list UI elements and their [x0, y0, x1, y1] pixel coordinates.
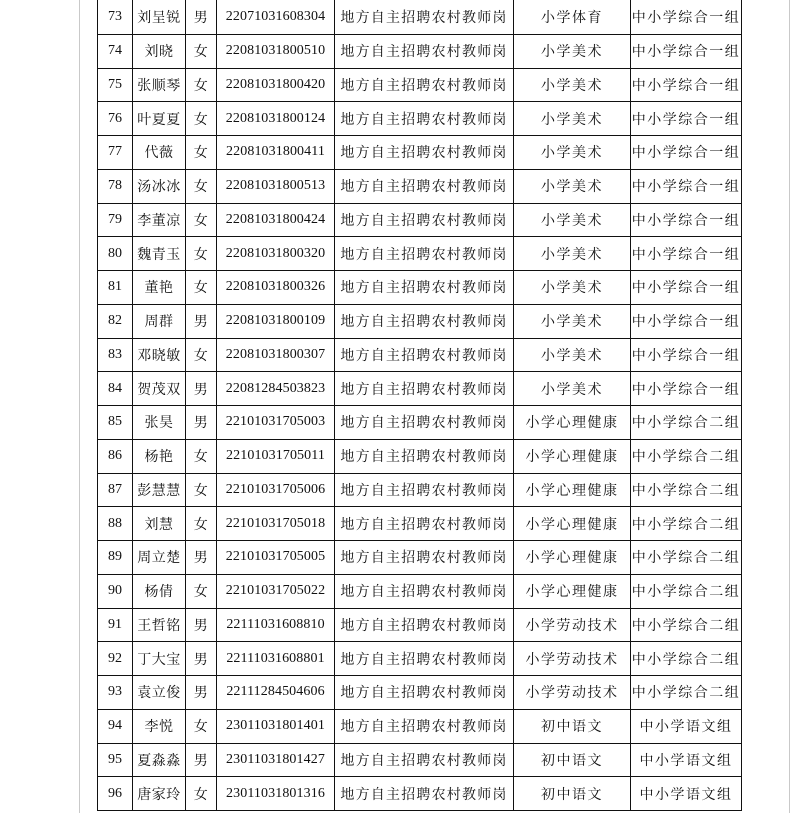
- subject-name: 小学体育: [514, 0, 631, 34]
- row-number: 88: [98, 507, 133, 541]
- position-name: 地方自主招聘农村教师岗: [335, 574, 514, 608]
- subject-name: 初中语文: [514, 709, 631, 743]
- subject-name: 小学美术: [514, 237, 631, 271]
- results-table-body: [98, 0, 742, 811]
- row-number: 73: [98, 0, 133, 34]
- table-row: [98, 169, 742, 203]
- exam-ticket-number: 22081031800411: [217, 136, 335, 170]
- exam-ticket-number: 22101031705005: [217, 541, 335, 575]
- candidate-gender: 女: [186, 777, 217, 811]
- position-name: 地方自主招聘农村教师岗: [335, 136, 514, 170]
- candidate-gender: 女: [186, 473, 217, 507]
- position-name: 地方自主招聘农村教师岗: [335, 406, 514, 440]
- candidate-name: 叶夏夏: [133, 102, 186, 136]
- candidate-name: 彭慧慧: [133, 473, 186, 507]
- candidate-gender: 女: [186, 709, 217, 743]
- subject-name: 小学美术: [514, 136, 631, 170]
- table-row: [98, 608, 742, 642]
- position-name: 地方自主招聘农村教师岗: [335, 541, 514, 575]
- candidate-gender: 男: [186, 541, 217, 575]
- exam-ticket-number: 22101031705011: [217, 439, 335, 473]
- table-row: [98, 406, 742, 440]
- candidate-gender: 女: [186, 574, 217, 608]
- exam-group: 中小学语文组: [631, 743, 742, 777]
- exam-group: 中小学综合一组: [631, 102, 742, 136]
- subject-name: 小学美术: [514, 102, 631, 136]
- position-name: 地方自主招聘农村教师岗: [335, 608, 514, 642]
- page-guide-left: [79, 0, 80, 813]
- candidate-name: 张昊: [133, 406, 186, 440]
- exam-group: 中小学综合一组: [631, 0, 742, 34]
- table-row: [98, 68, 742, 102]
- candidate-gender: 女: [186, 237, 217, 271]
- position-name: 地方自主招聘农村教师岗: [335, 473, 514, 507]
- exam-ticket-number: 23011031801427: [217, 743, 335, 777]
- position-name: 地方自主招聘农村教师岗: [335, 34, 514, 68]
- page-guide-right: [789, 0, 790, 813]
- exam-ticket-number: 22081031800420: [217, 68, 335, 102]
- row-number: 89: [98, 541, 133, 575]
- exam-group: 中小学综合一组: [631, 372, 742, 406]
- position-name: 地方自主招聘农村教师岗: [335, 777, 514, 811]
- candidate-name: 刘慧: [133, 507, 186, 541]
- exam-group: 中小学综合二组: [631, 676, 742, 710]
- candidate-gender: 女: [186, 136, 217, 170]
- candidate-gender: 男: [186, 642, 217, 676]
- row-number: 77: [98, 136, 133, 170]
- exam-ticket-number: 22111284504606: [217, 676, 335, 710]
- table-row: [98, 203, 742, 237]
- subject-name: 小学心理健康: [514, 574, 631, 608]
- table-row: [98, 136, 742, 170]
- subject-name: 小学美术: [514, 68, 631, 102]
- exam-ticket-number: 22081031800510: [217, 34, 335, 68]
- position-name: 地方自主招聘农村教师岗: [335, 709, 514, 743]
- exam-group: 中小学综合一组: [631, 338, 742, 372]
- subject-name: 小学劳动技术: [514, 642, 631, 676]
- subject-name: 小学美术: [514, 304, 631, 338]
- candidate-name: 杨倩: [133, 574, 186, 608]
- position-name: 地方自主招聘农村教师岗: [335, 203, 514, 237]
- table-row: [98, 574, 742, 608]
- candidate-gender: 女: [186, 68, 217, 102]
- exam-group: 中小学综合二组: [631, 574, 742, 608]
- row-number: 91: [98, 608, 133, 642]
- exam-group: 中小学综合一组: [631, 34, 742, 68]
- subject-name: 小学美术: [514, 34, 631, 68]
- candidate-name: 袁立俊: [133, 676, 186, 710]
- candidate-gender: 女: [186, 338, 217, 372]
- candidate-name: 董艳: [133, 271, 186, 305]
- row-number: 94: [98, 709, 133, 743]
- exam-ticket-number: 22071031608304: [217, 0, 335, 34]
- exam-group: 中小学综合二组: [631, 642, 742, 676]
- position-name: 地方自主招聘农村教师岗: [335, 237, 514, 271]
- exam-group: 中小学综合二组: [631, 473, 742, 507]
- candidate-gender: 男: [186, 743, 217, 777]
- exam-ticket-number: 22111031608810: [217, 608, 335, 642]
- exam-ticket-number: 22101031705003: [217, 406, 335, 440]
- candidate-name: 王哲铭: [133, 608, 186, 642]
- position-name: 地方自主招聘农村教师岗: [335, 642, 514, 676]
- table-row: [98, 338, 742, 372]
- exam-ticket-number: 22081031800124: [217, 102, 335, 136]
- row-number: 84: [98, 372, 133, 406]
- table-row: [98, 0, 742, 34]
- exam-group: 中小学语文组: [631, 777, 742, 811]
- subject-name: 小学美术: [514, 203, 631, 237]
- exam-group: 中小学语文组: [631, 709, 742, 743]
- candidate-gender: 男: [186, 676, 217, 710]
- candidate-name: 张顺琴: [133, 68, 186, 102]
- position-name: 地方自主招聘农村教师岗: [335, 0, 514, 34]
- row-number: 96: [98, 777, 133, 811]
- candidate-gender: 男: [186, 372, 217, 406]
- exam-ticket-number: 22101031705022: [217, 574, 335, 608]
- exam-group: 中小学综合一组: [631, 169, 742, 203]
- subject-name: 小学心理健康: [514, 406, 631, 440]
- position-name: 地方自主招聘农村教师岗: [335, 743, 514, 777]
- row-number: 85: [98, 406, 133, 440]
- exam-ticket-number: 22101031705006: [217, 473, 335, 507]
- table-row: [98, 507, 742, 541]
- candidate-name: 汤冰冰: [133, 169, 186, 203]
- exam-group: 中小学综合一组: [631, 271, 742, 305]
- position-name: 地方自主招聘农村教师岗: [335, 102, 514, 136]
- table-row: [98, 34, 742, 68]
- candidate-gender: 女: [186, 102, 217, 136]
- candidate-gender: 男: [186, 304, 217, 338]
- candidate-name: 刘呈锐: [133, 0, 186, 34]
- candidate-name: 李董凉: [133, 203, 186, 237]
- table-row: [98, 743, 742, 777]
- table-row: [98, 237, 742, 271]
- results-table: [97, 0, 742, 811]
- row-number: 83: [98, 338, 133, 372]
- candidate-gender: 女: [186, 271, 217, 305]
- row-number: 80: [98, 237, 133, 271]
- exam-group: 中小学综合一组: [631, 304, 742, 338]
- position-name: 地方自主招聘农村教师岗: [335, 372, 514, 406]
- row-number: 76: [98, 102, 133, 136]
- candidate-name: 邓晓敏: [133, 338, 186, 372]
- candidate-name: 夏淼淼: [133, 743, 186, 777]
- exam-group: 中小学综合一组: [631, 203, 742, 237]
- exam-group: 中小学综合二组: [631, 541, 742, 575]
- subject-name: 初中语文: [514, 777, 631, 811]
- exam-ticket-number: 23011031801401: [217, 709, 335, 743]
- row-number: 87: [98, 473, 133, 507]
- subject-name: 小学心理健康: [514, 541, 631, 575]
- table-row: [98, 642, 742, 676]
- subject-name: 小学美术: [514, 338, 631, 372]
- candidate-name: 丁大宝: [133, 642, 186, 676]
- exam-ticket-number: 22101031705018: [217, 507, 335, 541]
- table-row: [98, 271, 742, 305]
- table-row: [98, 304, 742, 338]
- position-name: 地方自主招聘农村教师岗: [335, 439, 514, 473]
- subject-name: 小学心理健康: [514, 473, 631, 507]
- table-row: [98, 439, 742, 473]
- exam-group: 中小学综合一组: [631, 68, 742, 102]
- exam-ticket-number: 22081031800320: [217, 237, 335, 271]
- exam-group: 中小学综合二组: [631, 608, 742, 642]
- subject-name: 小学心理健康: [514, 439, 631, 473]
- row-number: 74: [98, 34, 133, 68]
- candidate-gender: 女: [186, 34, 217, 68]
- position-name: 地方自主招聘农村教师岗: [335, 169, 514, 203]
- candidate-name: 代薇: [133, 136, 186, 170]
- row-number: 75: [98, 68, 133, 102]
- table-row: [98, 777, 742, 811]
- table-row: [98, 473, 742, 507]
- subject-name: 小学美术: [514, 372, 631, 406]
- candidate-name: 魏青玉: [133, 237, 186, 271]
- exam-group: 中小学综合二组: [631, 507, 742, 541]
- subject-name: 小学心理健康: [514, 507, 631, 541]
- table-row: [98, 372, 742, 406]
- subject-name: 小学劳动技术: [514, 676, 631, 710]
- candidate-name: 杨艳: [133, 439, 186, 473]
- exam-ticket-number: 22081031800307: [217, 338, 335, 372]
- candidate-gender: 女: [186, 203, 217, 237]
- candidate-gender: 男: [186, 0, 217, 34]
- position-name: 地方自主招聘农村教师岗: [335, 304, 514, 338]
- position-name: 地方自主招聘农村教师岗: [335, 676, 514, 710]
- candidate-name: 贺茂双: [133, 372, 186, 406]
- exam-ticket-number: 22081031800326: [217, 271, 335, 305]
- exam-ticket-number: 22081284503823: [217, 372, 335, 406]
- candidate-name: 唐家玲: [133, 777, 186, 811]
- candidate-name: 刘晓: [133, 34, 186, 68]
- exam-ticket-number: 22081031800109: [217, 304, 335, 338]
- exam-group: 中小学综合一组: [631, 136, 742, 170]
- position-name: 地方自主招聘农村教师岗: [335, 507, 514, 541]
- exam-group: 中小学综合二组: [631, 406, 742, 440]
- table-row: [98, 709, 742, 743]
- row-number: 82: [98, 304, 133, 338]
- candidate-gender: 男: [186, 406, 217, 440]
- position-name: 地方自主招聘农村教师岗: [335, 271, 514, 305]
- position-name: 地方自主招聘农村教师岗: [335, 338, 514, 372]
- position-name: 地方自主招聘农村教师岗: [335, 68, 514, 102]
- table-row: [98, 541, 742, 575]
- exam-ticket-number: 22111031608801: [217, 642, 335, 676]
- row-number: 81: [98, 271, 133, 305]
- subject-name: 小学美术: [514, 169, 631, 203]
- candidate-gender: 女: [186, 439, 217, 473]
- exam-group: 中小学综合一组: [631, 237, 742, 271]
- row-number: 79: [98, 203, 133, 237]
- row-number: 95: [98, 743, 133, 777]
- exam-ticket-number: 23011031801316: [217, 777, 335, 811]
- exam-ticket-number: 22081031800424: [217, 203, 335, 237]
- candidate-name: 周群: [133, 304, 186, 338]
- row-number: 93: [98, 676, 133, 710]
- subject-name: 小学劳动技术: [514, 608, 631, 642]
- table-row: [98, 676, 742, 710]
- candidate-name: 李悦: [133, 709, 186, 743]
- candidate-name: 周立楚: [133, 541, 186, 575]
- row-number: 86: [98, 439, 133, 473]
- candidate-gender: 女: [186, 507, 217, 541]
- subject-name: 初中语文: [514, 743, 631, 777]
- candidate-gender: 男: [186, 608, 217, 642]
- exam-ticket-number: 22081031800513: [217, 169, 335, 203]
- row-number: 90: [98, 574, 133, 608]
- exam-group: 中小学综合二组: [631, 439, 742, 473]
- candidate-gender: 女: [186, 169, 217, 203]
- subject-name: 小学美术: [514, 271, 631, 305]
- row-number: 78: [98, 169, 133, 203]
- row-number: 92: [98, 642, 133, 676]
- table-row: [98, 102, 742, 136]
